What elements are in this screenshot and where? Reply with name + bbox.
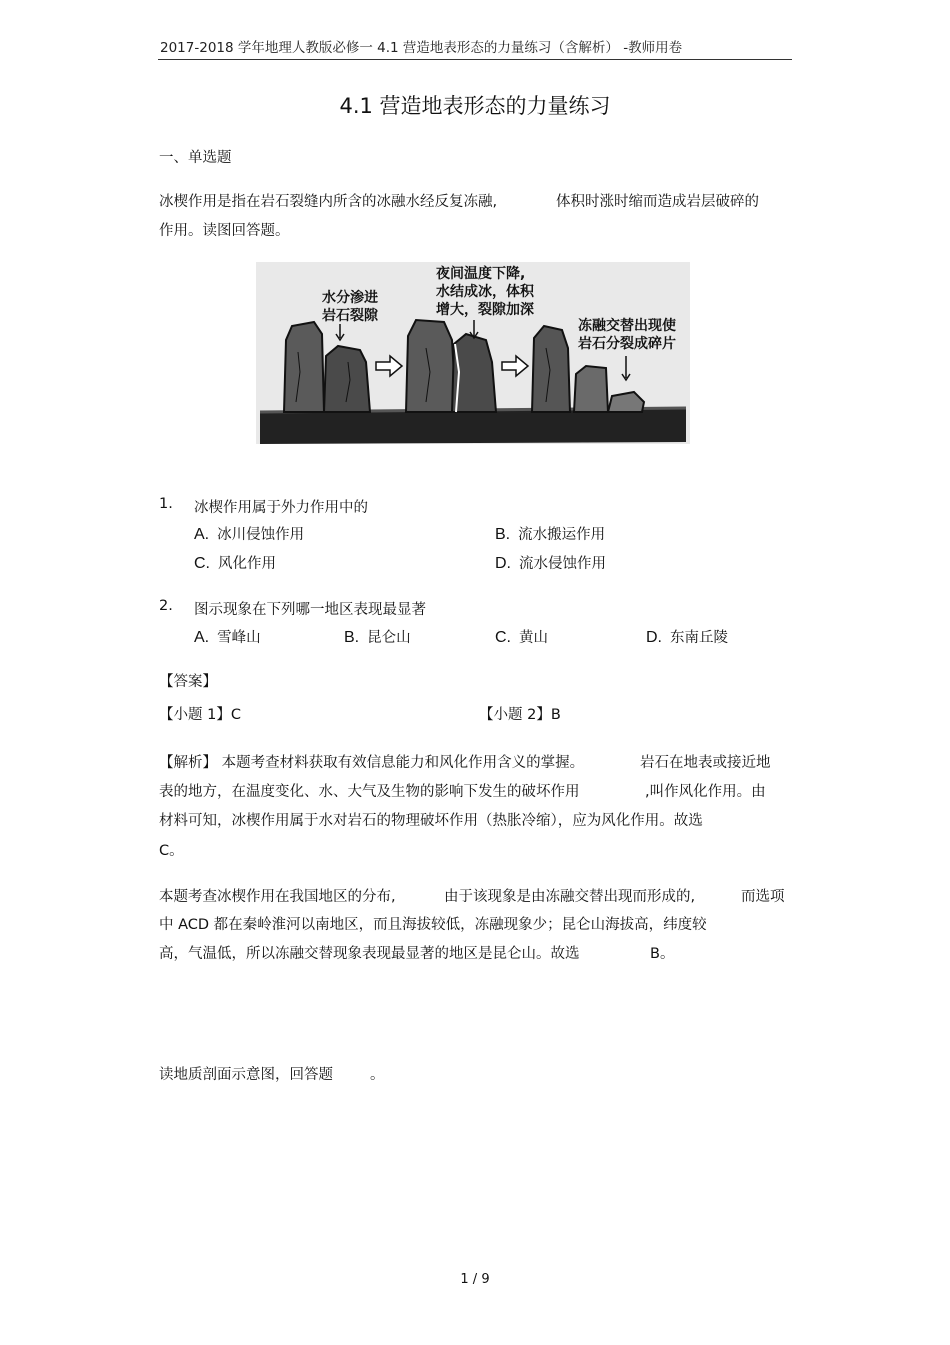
analysis-1-line-4: C。 xyxy=(159,843,184,859)
q1-option-b-text: 流水搬运作用 xyxy=(518,527,606,543)
figure-label-2-line-3: 增大，裂隙加深 xyxy=(436,302,534,318)
intro-line-1b: 体积时涨时缩而造成岩层破碎的 xyxy=(556,194,759,210)
analysis-1-line-1a: 【解析】 本题考查材料获取有效信息能力和风化作用含义的掌握。 xyxy=(159,755,585,771)
answer-sub-2: 【小题 2】B xyxy=(479,707,561,723)
page-number: 1 / 9 xyxy=(460,1272,490,1287)
figure-label-3-line-2: 岩石分裂成碎片 xyxy=(578,336,676,352)
q1-option-a-letter: A. xyxy=(194,526,210,543)
q2-option-c-text: 黄山 xyxy=(519,630,548,646)
analysis-2-line-1c: 而选项 xyxy=(741,889,785,905)
q1-option-d-text: 流水侵蚀作用 xyxy=(519,556,606,572)
question-2-stem: 图示现象在下列哪一地区表现最显著 xyxy=(194,602,426,618)
q2-option-b[interactable] xyxy=(344,626,411,647)
q2-option-d-letter: D. xyxy=(646,629,662,646)
frost-wedging-figure xyxy=(256,262,690,444)
intro-line-2: 作用。读图回答题。 xyxy=(159,223,290,239)
q2-option-a-letter: A. xyxy=(194,629,210,646)
analysis-2-line-3a: 高，气温低，所以冻融交替现象表现最显著的地区是昆仑山。故选 xyxy=(159,946,580,962)
analysis-1-line-3: 材料可知，冰楔作用属于水对岩石的物理破坏作用（热胀冷缩），应为风化作用。故选 xyxy=(159,813,703,829)
analysis-2-line-1a: 本题考查冰楔作用在我国地区的分布, xyxy=(159,889,396,905)
section-heading: 一、单选题 xyxy=(159,150,232,166)
analysis-2-line-3b: B。 xyxy=(650,946,675,962)
question-1-number: 1. xyxy=(159,496,173,512)
q1-option-c-letter: C. xyxy=(194,555,210,572)
q1-option-d[interactable] xyxy=(495,552,606,573)
header-rule xyxy=(158,59,792,60)
analysis-2-line-2: 中 ACD 都在秦岭淮河以南地区，而且海拔较低，冻融现象少；昆仑山海拔高，纬度较 xyxy=(159,917,707,933)
q2-option-d[interactable] xyxy=(646,626,728,647)
q2-option-b-text: 昆仑山 xyxy=(367,630,411,646)
question-1-stem: 冰楔作用属于外力作用中的 xyxy=(194,500,368,516)
q2-option-a-text: 雪峰山 xyxy=(217,630,261,646)
analysis-1-line-2b: ,叫作风化作用。由 xyxy=(645,784,766,800)
q1-option-c-text: 风化作用 xyxy=(218,556,276,572)
figure-label-3-line-1: 冻融交替出现使 xyxy=(578,318,676,334)
next-question-prompt: 读地质剖面示意图，回答题 xyxy=(159,1067,333,1083)
answer-heading: 【答案】 xyxy=(159,674,217,690)
figure-label-2-line-2: 水结成冰，体积 xyxy=(436,284,534,300)
analysis-1-line-1b: 岩石在地表或接近地 xyxy=(640,755,771,771)
answer-sub-1: 【小题 1】C xyxy=(159,707,241,723)
q1-option-d-letter: D. xyxy=(495,555,511,572)
q2-option-d-text: 东南丘陵 xyxy=(670,630,728,646)
q1-option-a[interactable] xyxy=(194,523,304,544)
q1-option-c[interactable] xyxy=(194,552,276,573)
q1-option-a-text: 冰川侵蚀作用 xyxy=(217,527,305,543)
intro-line-1a: 冰楔作用是指在岩石裂缝内所含的冰融水经反复冻融, xyxy=(159,194,498,210)
figure-label-1-line-2: 岩石裂隙 xyxy=(322,308,378,324)
analysis-1-line-2a: 表的地方，在温度变化、水、大气及生物的影响下发生的破坏作用 xyxy=(159,784,580,800)
q2-option-b-letter: B. xyxy=(344,629,360,646)
question-2-number: 2. xyxy=(159,598,173,614)
q1-option-b[interactable] xyxy=(495,523,605,544)
figure-label-2-line-1: 夜间温度下降, xyxy=(436,266,526,282)
q2-option-c-letter: C. xyxy=(495,629,511,646)
analysis-2-line-1b: 由于该现象是由冻融交替出现而形成的, xyxy=(444,889,696,905)
q2-option-c[interactable] xyxy=(495,626,548,647)
q2-option-a[interactable] xyxy=(194,626,261,647)
page-header: 2017-2018 学年地理人教版必修一 4.1 营造地表形态的力量练习（含解析） -教师用卷 xyxy=(160,40,683,56)
page-title: 4.1 营造地表形态的力量练习 xyxy=(339,94,611,118)
next-question-prompt-end: 。 xyxy=(370,1067,385,1083)
q1-option-b-letter: B. xyxy=(495,526,511,543)
figure-label-1-line-1: 水分渗进 xyxy=(322,290,378,306)
